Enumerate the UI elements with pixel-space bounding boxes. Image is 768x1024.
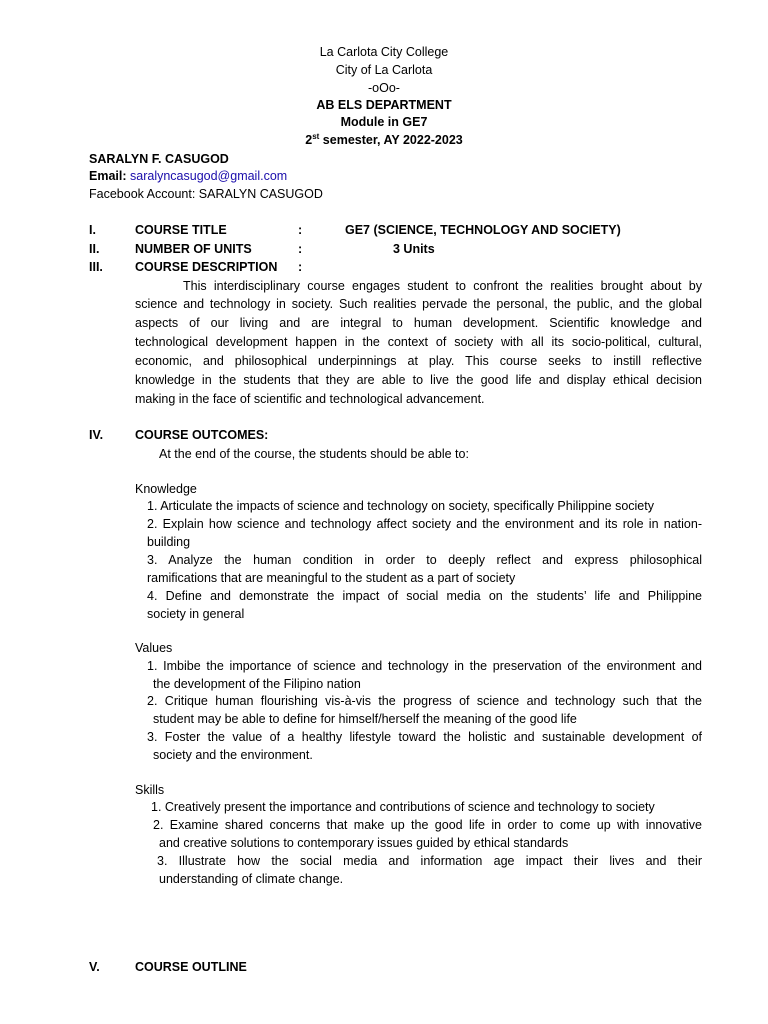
values-item: 1. Imbibe the importance of science and technology in the preservation of the environment and [147, 659, 702, 673]
section-1-colon: : [298, 223, 303, 237]
skills-item: 3. Illustrate how the social media and information age impact their lives and their [157, 854, 702, 868]
section-1-label: COURSE TITLE [135, 223, 227, 237]
facebook-account: Facebook Account: SARALYN CASUGOD [89, 187, 323, 201]
header-separator: -oOo- [368, 81, 400, 95]
section-5-label: COURSE OUTLINE [135, 960, 247, 974]
knowledge-heading: Knowledge [135, 482, 197, 496]
section-5-number: V. [89, 960, 100, 974]
values-heading: Values [135, 641, 173, 655]
email-label: Email: [89, 169, 130, 183]
skills-item-cont: understanding of climate change. [159, 872, 344, 886]
knowledge-item: 1. Articulate the impacts of science and technology on society, specifically Philippine society [147, 499, 654, 513]
section-4-number: IV. [89, 428, 104, 442]
knowledge-item: 4. Define and demonstrate the impact of social media on the students’ life and Philippine [147, 589, 702, 603]
knowledge-item-cont: ramifications that are meaningful to the student as a part of society [147, 571, 516, 585]
description-line: economic, and philosophical underpinnings at play. This course seeks to instill reflective [135, 354, 702, 368]
knowledge-item: 3. Analyze the human condition in order to deeply reflect and express philosophical [147, 553, 702, 567]
description-line: knowledge in the students that they are able to live the good life and display ethical decision [135, 373, 702, 387]
city-name: City of La Carlota [335, 63, 433, 77]
course-title-value: GE7 (SCIENCE, TECHNOLOGY AND SOCIETY) [345, 223, 621, 237]
values-item-cont: the development of the Filipino nation [153, 677, 361, 691]
semester-line [0, 131, 768, 149]
college-name: La Carlota City College [319, 45, 449, 59]
knowledge-item: 2. Explain how science and technology affect society and the environment and its role in nation- [147, 517, 702, 531]
knowledge-item-cont: building [147, 535, 191, 549]
values-item-cont: society and the environment. [153, 748, 313, 762]
semester-text: semester, AY 2022-2023 [319, 133, 463, 147]
email-link[interactable]: saralyncasugod@gmail.com [130, 169, 288, 183]
semester-ordinal: st [312, 131, 320, 141]
semester-number: 2 [305, 133, 313, 147]
skills-heading: Skills [135, 783, 165, 797]
section-3-label: COURSE DESCRIPTION [135, 260, 278, 274]
values-item-cont: student may be able to define for himself/herself the meaning of the good life [153, 712, 577, 726]
description-line: technological development happen in the context of society with all its socio-political, cultural, [135, 335, 702, 349]
email-line [89, 167, 287, 185]
outcomes-intro: At the end of the course, the students should be able to: [159, 447, 469, 461]
section-2-colon: : [298, 242, 303, 256]
section-2-number: II. [89, 242, 100, 256]
description-line: aspects of our living and are integral to human development. Scientific knowledge and [135, 316, 702, 330]
section-3-number: III. [89, 260, 103, 274]
skills-item: 1. Creatively present the importance and contributions of science and technology to society [151, 800, 655, 814]
description-line: making in the face of scientific and technological advancement. [135, 392, 485, 406]
department-name: AB ELS DEPARTMENT [316, 98, 452, 112]
units-value: 3 Units [393, 242, 435, 256]
skills-item: 2. Examine shared concerns that make up the good life in order to come up with innovative [153, 818, 702, 832]
skills-item-cont: and creative solutions to contemporary issues guided by ethical standards [159, 836, 569, 850]
module-title: Module in GE7 [340, 115, 428, 129]
section-3-colon: : [298, 260, 303, 274]
description-line: science and technology in society. Such realities pervade the personal, the public, and the global [135, 297, 702, 311]
values-item: 3. Foster the value of a healthy lifestyle toward the holistic and sustainable development of [147, 730, 702, 744]
author-name: SARALYN F. CASUGOD [89, 152, 229, 166]
section-4-label: COURSE OUTCOMES: [135, 428, 269, 442]
values-item: 2. Critique human flourishing vis-à-vis the progress of science and technology such that the [147, 694, 702, 708]
description-line: This interdisciplinary course engages student to confront the realities brought about by [183, 279, 702, 293]
section-2-label: NUMBER OF UNITS [135, 242, 252, 256]
knowledge-item-cont: society in general [147, 607, 245, 621]
section-1-number: I. [89, 223, 96, 237]
